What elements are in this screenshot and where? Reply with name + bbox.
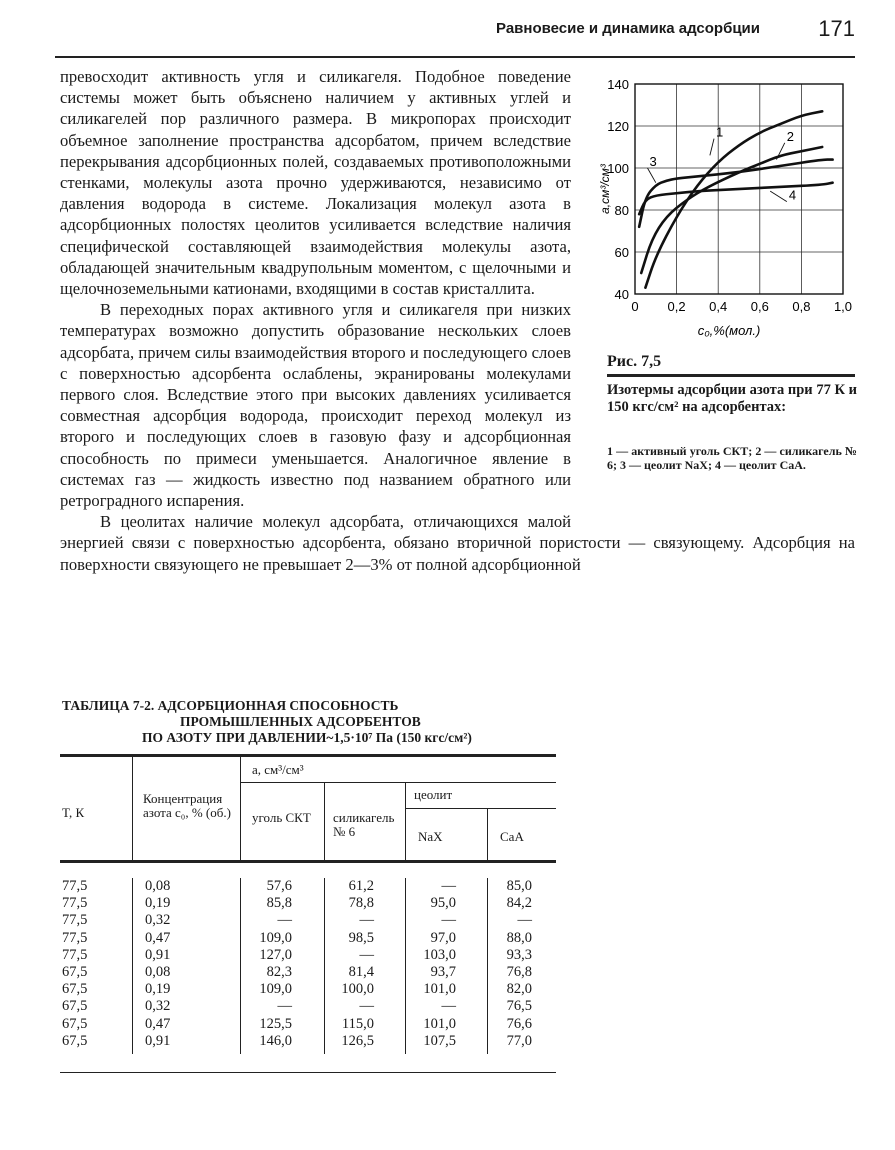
table-cell: 115,0 xyxy=(341,1015,374,1032)
caption-rule xyxy=(607,374,855,377)
table-cell: 67,5 xyxy=(62,964,88,981)
x-tick-label: 1,0 xyxy=(833,299,853,314)
series-label-4: 4 xyxy=(788,187,797,203)
series-label-3: 3 xyxy=(649,154,657,169)
figure-legend: 1 — активный уголь СКТ; 2 — силикагель № 6; 3 — цеолит NaX; 4 — цеолит CaA. xyxy=(607,444,857,472)
table-cell: 77,5 xyxy=(62,878,88,894)
column-concentration xyxy=(145,878,170,1050)
table-cell: 88,0 xyxy=(506,929,532,946)
table-divider xyxy=(240,878,241,1054)
y-tick-label: 60 xyxy=(614,245,629,260)
table-divider xyxy=(487,878,488,1054)
table-cell: 78,8 xyxy=(348,895,374,912)
table-cell: 0,08 xyxy=(145,878,171,894)
table-divider xyxy=(132,757,133,860)
column-silica xyxy=(330,878,374,1050)
y-tick-label: 80 xyxy=(614,203,629,218)
column-caa xyxy=(496,878,532,1050)
y-tick-label: 100 xyxy=(607,161,629,176)
table-cell: 77,5 xyxy=(62,929,88,946)
table-cell: — xyxy=(441,878,456,894)
table-cell: 85,0 xyxy=(506,878,532,894)
table-cell: 126,5 xyxy=(341,1032,374,1049)
table-cell: 95,0 xyxy=(430,895,456,912)
figure-caption-title: Рис. 7,5 xyxy=(607,353,662,370)
series-label-2: 2 xyxy=(786,128,794,144)
page-number: 171 xyxy=(818,16,855,41)
x-tick-label: 0,6 xyxy=(750,299,769,314)
table-cell: 77,5 xyxy=(62,895,88,912)
table-cell: 67,5 xyxy=(62,981,88,998)
column-coal xyxy=(248,878,292,1050)
table-cell: 100,0 xyxy=(341,981,374,998)
table-cell: 77,5 xyxy=(62,946,88,963)
table-divider xyxy=(240,757,241,860)
series-line-4 xyxy=(639,183,832,215)
table-subrule xyxy=(240,782,556,783)
table-cell: 0,47 xyxy=(145,1015,171,1032)
x-tick-label: 0,2 xyxy=(667,299,686,314)
table-cell: 85,8 xyxy=(266,895,292,912)
column-nax xyxy=(412,878,456,1050)
series-label-1: 1 xyxy=(716,124,724,140)
header-rule xyxy=(55,56,855,58)
table-cell: — xyxy=(277,998,292,1015)
body-text xyxy=(60,66,855,575)
table-cell: 61,2 xyxy=(348,878,374,894)
table-top-rule xyxy=(60,754,556,757)
table-cell: 0,32 xyxy=(145,998,171,1015)
table-cell: 76,6 xyxy=(506,1015,532,1032)
table-cell: — xyxy=(441,912,456,929)
header-zeolite: цеолит xyxy=(414,787,453,802)
x-axis-label: c₀,%(мол.) xyxy=(697,323,761,338)
header-adsorption: a, см³/см³ xyxy=(252,762,304,777)
series-leader-1 xyxy=(710,139,714,156)
table-divider xyxy=(132,878,133,1054)
table-cell: 107,5 xyxy=(423,1032,456,1049)
paragraph-2: В переходных порах активного угля и силикагеля при низких температурах возможно допустить образование нескольких слоев адсорбата, причем силы взаимодействия второго и последующего слоев с поверхностью адсорбента ослаблены, экранированы молекулами первого слоя. Вследствие этого при высоких давлениях усиливается совместная адсорбция водорода, происходит переход молекул из второго и последующих слоев в газовую фазу и адсорбционная способность по примеси уменьшается. Аналогичное явление в системах газ — жидкость известно под названием обратного или ретроградного испарения. xyxy=(60,300,571,511)
table-divider xyxy=(405,783,406,860)
table-cell: 77,5 xyxy=(62,912,88,929)
table-cell: 57,6 xyxy=(266,878,292,894)
isotherm-chart xyxy=(593,66,855,348)
table-cell: — xyxy=(277,912,292,929)
header-coal: уголь СКТ xyxy=(252,810,311,825)
table-cell: 0,91 xyxy=(145,1032,171,1049)
table-cell: 82,0 xyxy=(506,981,532,998)
series-leader-4 xyxy=(770,191,787,202)
table-cell: 103,0 xyxy=(423,946,456,963)
y-tick-label: 40 xyxy=(614,287,629,302)
table-cell: 77,0 xyxy=(506,1032,532,1049)
series-leader-3 xyxy=(647,168,655,183)
table-cell: 127,0 xyxy=(259,946,292,963)
figure-caption-text: Изотермы адсорбции азота при 77 К и 150 кгс/см² на адсорбентах: xyxy=(607,382,857,415)
table-cell: 67,5 xyxy=(62,1015,88,1032)
x-tick-label: 0 xyxy=(631,299,639,314)
table-divider xyxy=(324,783,325,860)
y-axis-label: a,см³/см³ xyxy=(598,164,612,214)
table-cell: — xyxy=(517,912,532,929)
table-cell: 0,19 xyxy=(145,895,171,912)
x-tick-label: 0,8 xyxy=(792,299,811,314)
x-tick-label: 0,4 xyxy=(709,299,728,314)
table-cell: 67,5 xyxy=(62,998,88,1015)
table-caption-line: ПО АЗОТУ ПРИ ДАВЛЕНИИ~1,5·10⁷ Па (150 кгс/см²) xyxy=(142,730,472,745)
table-cell: 109,0 xyxy=(259,981,292,998)
running-title: Равновесие и динамика адсорбции xyxy=(496,20,760,37)
y-tick-label: 140 xyxy=(607,77,629,92)
header-concentration: Концентрация азота c₀, % (об.) xyxy=(143,791,231,820)
table-cell: — xyxy=(359,912,374,929)
table-subrule xyxy=(405,808,556,809)
header-temperature: T, К xyxy=(62,805,85,820)
column-temperature xyxy=(62,878,87,1050)
paragraph-3: В цеолитах наличие молекул адсорбата, отличающихся малой энергией связи с поверхностью адсорбента, обязано вторичной пористости — связующему. Адсорбция на поверхности связующего не превышает 2—3% от полной адсорбционной xyxy=(60,512,855,574)
table-cell: — xyxy=(441,998,456,1015)
header-silica: силикагель № 6 xyxy=(333,810,395,839)
table-cell: 97,0 xyxy=(430,929,456,946)
table-cell: 0,32 xyxy=(145,912,171,929)
table-bottom-rule xyxy=(60,1072,556,1073)
header-nax: NaX xyxy=(418,829,443,844)
paragraph-1: превосходит активность угля и силикагеля. Подобное поведение системы может быть объяснено наличием у активных углей и силикагелей пор различного размера. В микропорах происходит объемное заполнение пространства адсорбатом, причем вследствие перекрывания адсорбционных полей, создаваемых противоположными стенками, молекулы азота прочно удерживаются, независимо от давления водорода в системе. Локализация молекул азота в адсорбционных полостях цеолитов усиливается вследствие наличия специфической составляющей взаимодействия молекулы азота, обладающей значительным квадрупольным моментом, с щелочными и щелочноземельными катионами, входящими в состав кристаллита. xyxy=(60,67,571,299)
table-cell: 81,4 xyxy=(348,964,374,981)
table-cell: — xyxy=(359,946,374,963)
table-cell: — xyxy=(359,998,374,1015)
table-cell: 101,0 xyxy=(423,981,456,998)
table-cell: 93,3 xyxy=(506,946,532,963)
y-tick-label: 120 xyxy=(607,119,629,134)
table-cell: 76,5 xyxy=(506,998,532,1015)
table-cell: 98,5 xyxy=(348,929,374,946)
table-caption-line: ТАБЛИЦА 7-2. АДСОРБЦИОННАЯ СПОСОБНОСТЬ xyxy=(62,698,399,713)
figure-7-5 xyxy=(593,66,855,516)
table-caption xyxy=(62,698,472,746)
table-cell: 93,7 xyxy=(430,964,456,981)
table-cell: 146,0 xyxy=(259,1032,292,1049)
table-caption-line: ПРОМЫШЛЕННЫХ АДСОРБЕНТОВ xyxy=(180,714,421,729)
table-cell: 0,91 xyxy=(145,946,171,963)
table-cell: 109,0 xyxy=(259,929,292,946)
table-cell: 0,47 xyxy=(145,929,171,946)
page-header xyxy=(55,14,855,44)
table-cell: 82,3 xyxy=(266,964,292,981)
header-caa: CaA xyxy=(500,829,524,844)
table-cell: 0,19 xyxy=(145,981,171,998)
table-cell: 101,0 xyxy=(423,1015,456,1032)
table-cell: 76,8 xyxy=(506,964,532,981)
table-divider xyxy=(324,878,325,1054)
table-cell: 125,5 xyxy=(259,1015,292,1032)
table-cell: 67,5 xyxy=(62,1032,88,1049)
table-divider xyxy=(405,878,406,1054)
table-cell: 84,2 xyxy=(506,895,532,912)
table-divider xyxy=(487,808,488,860)
table-cell: 0,08 xyxy=(145,964,171,981)
table-header-rule xyxy=(60,860,556,863)
